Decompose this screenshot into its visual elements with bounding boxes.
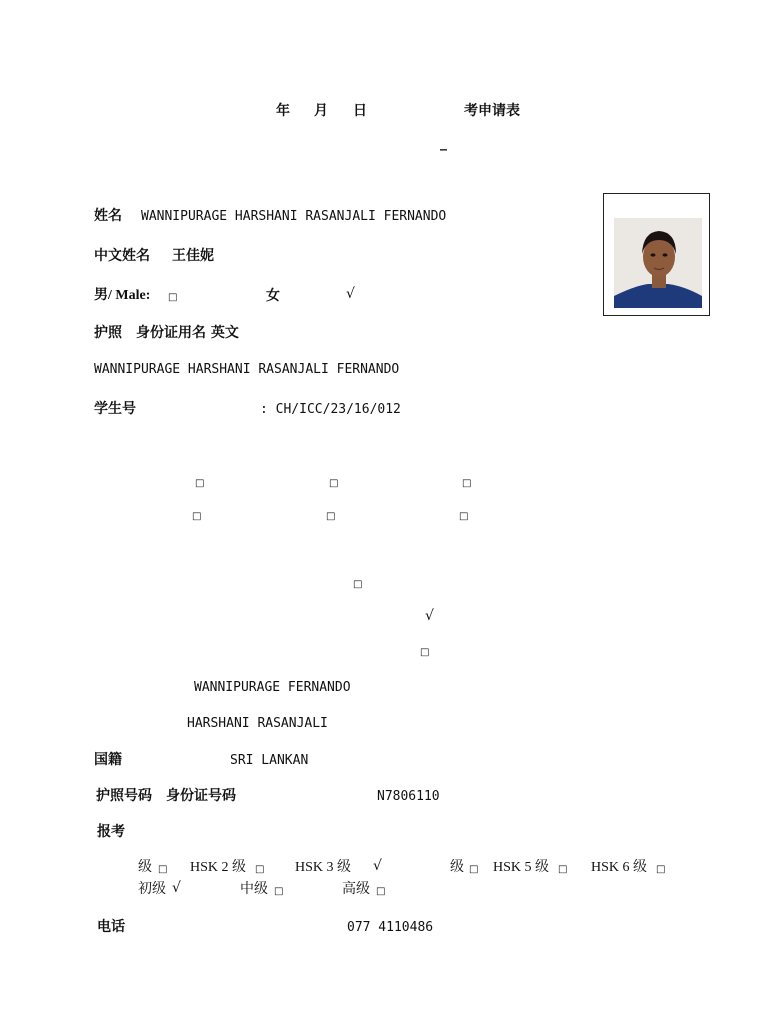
- exam-hsk2-checkbox[interactable]: □: [255, 864, 265, 875]
- option-check-b[interactable]: √: [425, 608, 434, 624]
- exam-hsk4-label: 级: [450, 860, 464, 875]
- date-year-label: 年: [276, 103, 290, 119]
- nationality-value: SRI LANKAN: [230, 753, 309, 768]
- exam-beginner-check-mark[interactable]: √: [172, 880, 181, 896]
- date-month-label: 月: [314, 103, 328, 119]
- applicant-photo-frame: [603, 193, 710, 316]
- passport-name-label: 护照 身份证用名 英文: [94, 325, 239, 341]
- passport-name-value: WANNIPURAGE HARSHANI RASANJALI FERNANDO: [94, 362, 400, 377]
- passport-no-label: 护照号码 身份证号码: [96, 788, 236, 804]
- name-value: WANNIPURAGE HARSHANI RASANJALI FERNANDO: [141, 209, 447, 224]
- option-box-r1c2[interactable]: □: [329, 478, 339, 489]
- exam-hsk3-label: HSK 3 级: [295, 860, 352, 875]
- exam-intermediate-checkbox[interactable]: □: [274, 886, 284, 897]
- chinese-name-value: 王佳妮: [172, 248, 214, 264]
- exam-hsk3-check-mark[interactable]: √: [373, 858, 382, 874]
- exam-advanced-label: 高级: [342, 882, 370, 897]
- exam-hsk6-checkbox[interactable]: □: [656, 864, 666, 875]
- option-box-r1c3[interactable]: □: [462, 478, 472, 489]
- name-label: 姓名: [94, 208, 122, 224]
- exam-hsk5-checkbox[interactable]: □: [558, 864, 568, 875]
- female-label: 女: [266, 288, 280, 304]
- option-box-c[interactable]: □: [420, 647, 430, 658]
- exam-hsk2-label: HSK 2 级: [190, 860, 247, 875]
- applicant-photo: [614, 218, 702, 308]
- phone-value: 077 4110486: [347, 920, 434, 935]
- student-no-label: 学生号: [94, 401, 136, 417]
- exam-beginner-label: 初级: [138, 882, 166, 897]
- exam-label: 报考: [97, 824, 125, 840]
- exam-hsk1-label: 级: [138, 860, 152, 875]
- given-name-value: HARSHANI RASANJALI: [187, 716, 328, 731]
- exam-hsk6-label: HSK 6 级: [591, 860, 648, 875]
- male-checkbox[interactable]: □: [168, 292, 178, 303]
- nationality-label: 国籍: [94, 752, 122, 768]
- surname-value: WANNIPURAGE FERNANDO: [194, 680, 351, 695]
- phone-label: 电话: [97, 919, 125, 935]
- exam-hsk5-label: HSK 5 级: [493, 860, 550, 875]
- male-label: 男/ Male:: [94, 288, 151, 303]
- option-box-r2c1[interactable]: □: [192, 511, 202, 522]
- option-box-a[interactable]: □: [353, 579, 363, 590]
- option-box-r2c2[interactable]: □: [326, 511, 336, 522]
- form-title: 考申请表: [464, 103, 520, 119]
- exam-hsk1-checkbox[interactable]: □: [158, 864, 168, 875]
- exam-hsk4-checkbox[interactable]: □: [469, 864, 479, 875]
- exam-intermediate-label: 中级: [240, 882, 268, 897]
- female-check-mark[interactable]: √: [346, 286, 355, 302]
- student-no-value: : CH/ICC/23/16/012: [260, 402, 401, 417]
- option-box-r1c1[interactable]: □: [195, 478, 205, 489]
- passport-no-value: N7806110: [377, 789, 440, 804]
- date-day-label: 日: [353, 103, 367, 119]
- option-box-r2c3[interactable]: □: [459, 511, 469, 522]
- chinese-name-label: 中文姓名: [94, 248, 150, 264]
- exam-advanced-checkbox[interactable]: □: [376, 886, 386, 897]
- title-dash: _: [440, 135, 447, 151]
